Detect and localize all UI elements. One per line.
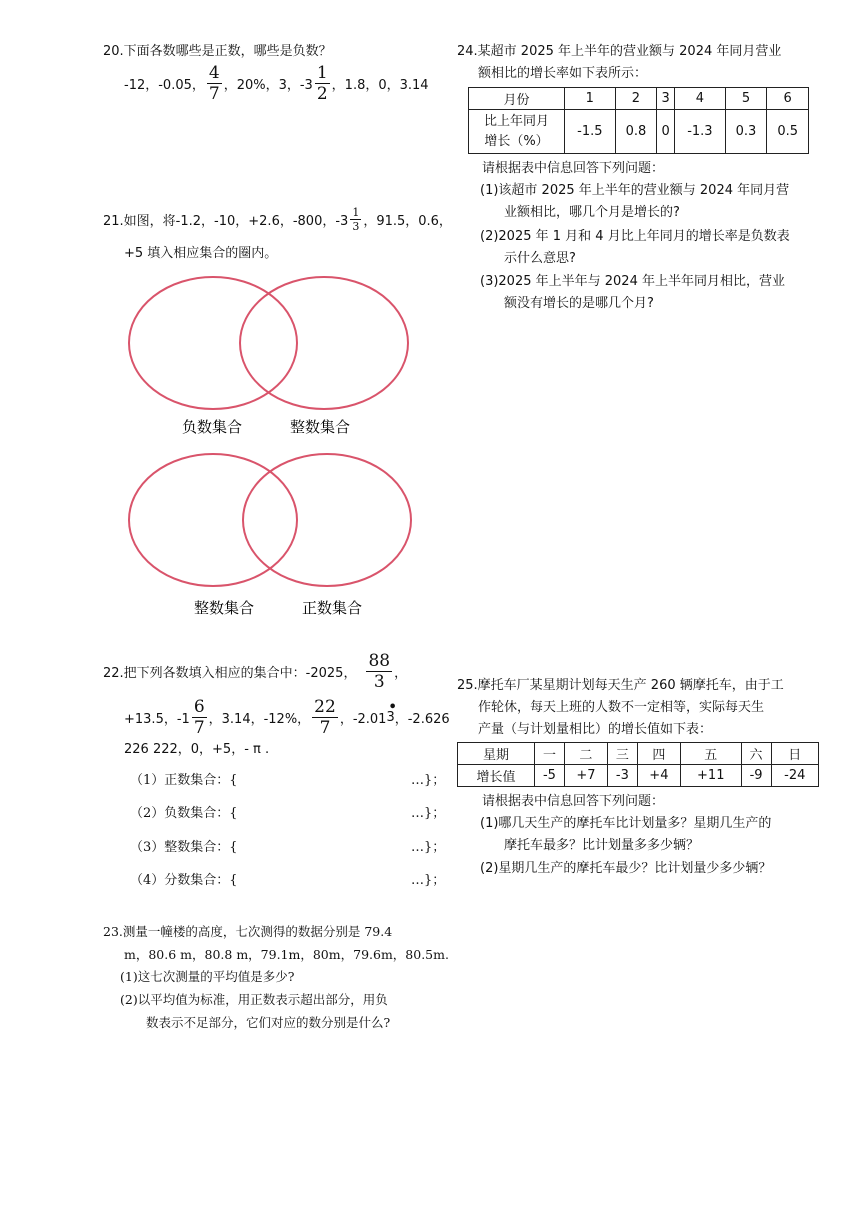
q24-table-header-row — [469, 88, 809, 110]
q22-set-fraction-label: （4）分数集合：{ — [130, 873, 238, 888]
q22-fraction-88-3 — [366, 651, 392, 692]
q25-day-cell: 三 — [607, 743, 637, 765]
q24-header-label: 月份 — [469, 88, 565, 110]
q22-set-fraction-end: …}； — [411, 873, 446, 888]
venn-diagram-1 — [129, 277, 408, 436]
q22-set-integer-end: …}； — [411, 840, 446, 855]
q24-row-label-b: 增长（%） — [484, 133, 549, 149]
q20-numbers-part3: ，1.8，0，3.14 — [331, 78, 429, 93]
q25-value-cell: -24 — [771, 765, 819, 787]
q25-day-cell: 日 — [771, 743, 819, 765]
q25-value-cell: -3 — [607, 765, 637, 787]
q22-line2-d: 3 — [386, 710, 395, 725]
venn-diagram-2 — [129, 454, 411, 617]
q22-line2-e: ，-2.626 — [394, 712, 450, 727]
q25-line2: 作轮休，每天上班的人数不一定相等，实际每天生 — [478, 700, 765, 715]
frac-num: 1 — [352, 206, 360, 219]
q22-repeating-digit — [386, 700, 397, 725]
q22-set-integer-label: （3）整数集合：{ — [130, 840, 238, 855]
q25-line1: 25.摩托车厂某星期计划每天生产 260 辆摩托车，由于工 — [457, 678, 784, 693]
q25-value-cell: +11 — [680, 765, 741, 787]
q22-line2 — [124, 697, 450, 738]
frac-num: 1 — [316, 63, 328, 83]
q24-value-cell: 0.3 — [725, 110, 767, 154]
q21-line1-b: ，91.5，0.6， — [363, 214, 452, 229]
venn2-left-circle — [129, 454, 297, 586]
q25-part2: (2)星期几生产的摩托车最少？比计划量少多少辆？ — [480, 861, 772, 876]
q22-line2-c: ，-2.01 — [339, 712, 387, 727]
q25-line3: 产量（与计划量相比）的增长值如下表： — [478, 722, 713, 737]
frac-num: 22 — [314, 697, 336, 717]
q24-month-cell: 2 — [615, 88, 657, 110]
venn2-right-circle — [243, 454, 411, 586]
q23-line2: m，80.6 m，80.8 m，79.1m，80m，79.6m，80.5m. — [124, 947, 449, 962]
q23-line1: 23.测量一幢楼的高度，七次测得的数据分别是 79.4 — [103, 924, 393, 939]
q24-month-cell: 1 — [565, 88, 616, 110]
q25-value-cell: -5 — [535, 765, 565, 787]
frac-num: 88 — [368, 651, 391, 671]
q25-value-cell: +4 — [637, 765, 680, 787]
q25-part1-a: (1)哪几天生产的摩托车比计划量多？星期几生产的 — [480, 816, 772, 831]
q22-fraction-6-7 — [192, 697, 207, 738]
q21-line2: +5 填入相应集合的圈内。 — [124, 246, 278, 261]
q24-row-label-a: 比上年同月 — [483, 113, 549, 129]
q22-line2-b: ，3.14，-12%， — [208, 712, 311, 727]
q24-month-cell: 3 — [657, 88, 675, 110]
frac-den: 7 — [193, 718, 205, 738]
q25-part1-b: 摩托车最多？比计划量多多少辆？ — [504, 838, 700, 853]
q25-day-cell: 一 — [535, 743, 565, 765]
q24-value-cell: -1.5 — [565, 110, 616, 154]
q25-day-cell: 二 — [564, 743, 607, 765]
venn2-left-label: 整数集合 — [193, 599, 255, 617]
q24-row-label — [469, 110, 565, 154]
venn2-right-label: 正数集合 — [301, 599, 363, 617]
q20-numbers-part1: -12，-0.05， — [124, 78, 205, 93]
q23-part1: (1)这七次测量的平均值是多少? — [120, 969, 295, 984]
q22-set-negative-end: …}； — [411, 806, 446, 821]
q22-fraction-22-7 — [312, 697, 338, 738]
q24-part1-a: (1)该超市 2025 年上半年的营业额与 2024 年同月营 — [480, 183, 790, 198]
q25-header-label: 星期 — [458, 743, 535, 765]
q20-title: 20.下面各数哪些是正数，哪些是负数？ — [103, 44, 332, 59]
q25-day-cell: 五 — [680, 743, 741, 765]
q24-part1-b: 业额相比，哪几个月是增长的? — [504, 205, 680, 220]
q21-line1-a: 21.如图，将-1.2，-10，+2.6，-800，-3 — [103, 214, 349, 229]
q24-month-cell: 6 — [767, 88, 809, 110]
q23-part2-b: 数表示不足部分，它们对应的数分别是什么? — [146, 1015, 391, 1030]
q24-value-cell: 0 — [657, 110, 675, 154]
q25-table — [457, 742, 819, 787]
q22-set-negative-label: （2）负数集合：{ — [130, 806, 238, 821]
q24-line1: 24.某超市 2025 年上半年的营业额与 2024 年同月营业 — [457, 44, 782, 59]
q24-month-cell: 4 — [675, 88, 726, 110]
q22-line2-a: +13.5，-1 — [124, 712, 190, 727]
q24-part2-a: (2)2025 年 1 月和 4 月比上年同月的增长率是负数表 — [480, 229, 790, 244]
frac-den: 3 — [373, 672, 385, 692]
q24-table — [468, 87, 809, 154]
venn1-left-circle — [129, 277, 297, 409]
frac-den: 2 — [316, 84, 328, 104]
venn1-right-label: 整数集合 — [289, 418, 351, 436]
q22-line1-end: ， — [394, 666, 408, 681]
frac-den: 3 — [352, 220, 360, 233]
q22-line1-text: 22.把下列各数填入相应的集合中：-2025， — [103, 666, 357, 681]
q25-row-label: 增长值 — [458, 765, 535, 787]
q25-day-cell: 六 — [741, 743, 771, 765]
q24-part2-b: 示什么意思? — [504, 251, 576, 266]
q24-value-cell: -1.3 — [675, 110, 726, 154]
q24-part3-a: (3)2025 年上半年与 2024 年上半年同月相比，营业 — [480, 274, 785, 289]
q22-line1 — [103, 651, 407, 692]
q23-part2-a: (2)以平均值为标准，用正数表示超出部分，用负 — [120, 992, 388, 1007]
venn1-left-label: 负数集合 — [181, 418, 243, 436]
q24-part3-b: 额没有增长的是哪几个月? — [504, 296, 654, 311]
q24-month-cell: 5 — [725, 88, 767, 110]
q24-value-cell: 0.8 — [615, 110, 657, 154]
q20-numbers-part2: ，20%，3，-3 — [223, 78, 313, 93]
q25-table-header-row — [458, 743, 819, 765]
frac-den: 7 — [319, 718, 331, 738]
venn-diagrams — [0, 0, 460, 640]
q25-prompt: 请根据表中信息回答下列问题： — [482, 794, 665, 809]
q25-value-cell: -9 — [741, 765, 771, 787]
q24-table-value-row — [469, 110, 809, 154]
repeat-dot: • — [388, 700, 397, 715]
frac-num: 6 — [193, 697, 205, 717]
q25-table-value-row — [458, 765, 819, 787]
q24-value-cell: 0.5 — [767, 110, 809, 154]
q22-set-positive-end: …}； — [411, 773, 446, 788]
venn1-right-circle — [240, 277, 408, 409]
frac-den: 7 — [208, 84, 220, 104]
frac-num: 4 — [208, 63, 220, 83]
q22-line3: 226 222，0，+5，- π . — [124, 742, 270, 757]
q25-value-cell: +7 — [564, 765, 607, 787]
q25-day-cell: 四 — [637, 743, 680, 765]
q24-line2: 额相比的增长率如下表所示： — [478, 66, 648, 81]
q22-set-positive-label: （1）正数集合：{ — [130, 773, 238, 788]
q24-prompt: 请根据表中信息回答下列问题： — [482, 161, 665, 176]
